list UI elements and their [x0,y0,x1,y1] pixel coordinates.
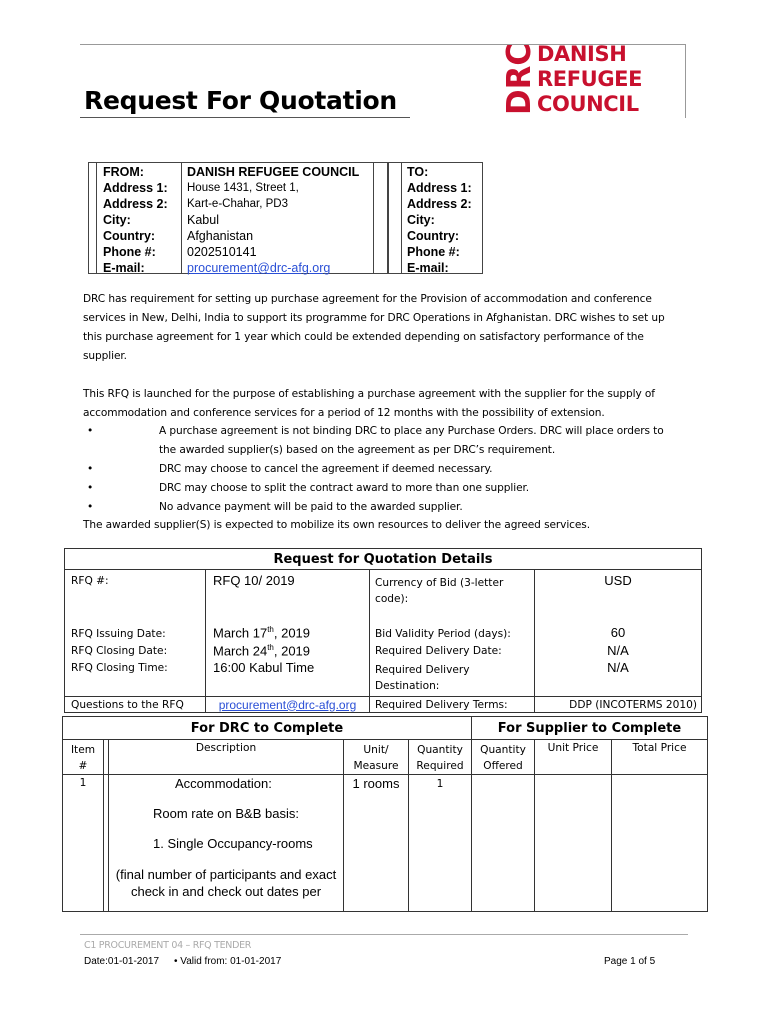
from-labels: FROM: Address 1: Address 2: City: Country: Phone #: E-mail: [103,165,168,275]
logo-line-3: COUNCIL [537,92,639,116]
validity-label: Bid Validity Period (days): [375,628,511,640]
destination-value: N/A [607,660,629,675]
rfq-number-value: RFQ 10/ 2019 [213,573,295,588]
drc-logo [499,37,660,118]
from-org: DANISH REFUGEE COUNCIL [187,165,360,179]
currency-value: USD [604,573,632,588]
logo-initials: DRC [499,37,538,115]
table-row [63,775,708,912]
validity-value: 60 [610,625,626,640]
issuing-date-value: March 17th, 2019 [213,625,311,641]
intro-paragraph-1: DRC has requirement for setting up purchase agreement for the Provision of accommodation and conference services in New, Delhi, India to support its programme for DRC Operations in Afghanistan. DRC wishes to set up this purchase agreement for 1 year which could be extended depending on satisfactory performance of the supplier. [83,293,665,362]
closing-date-value: March 24th, 2019 [213,643,311,659]
row-qty-required: 1 [409,775,472,912]
footer-form-code: C1 PROCUREMENT 04 – RFQ TENDER [84,940,252,951]
terms-label: Required Delivery Terms: [370,697,535,713]
bullet-list [83,422,683,517]
from-address1: House 1431, Street 1, [187,182,299,194]
rfq-right-values-cell [535,570,702,697]
col-unit-header: Unit/ Measure [344,740,409,775]
list-item: • A purchase agreement is not binding DRC to place any Purchase Orders. DRC will place orders to [87,425,664,437]
closing-time-label: RFQ Closing Time: [71,662,168,674]
footer-date: Date:01-01-2017 [84,956,160,967]
rfq-number-label: RFQ #: [71,575,109,587]
items-table [62,716,708,912]
rfq-details-table [64,548,702,713]
list-item-continuation: the awarded supplier(s) based on the agreement as per DRC’s requirement. [159,444,556,456]
col-qty-offered-header: Quantity Offered [472,740,535,775]
col-qty-required-header: Quantity Required [409,740,472,775]
destination-label: Required Delivery Destination: [375,664,470,692]
title-underline [80,117,410,118]
col-total-price-header: Total Price [612,740,708,775]
from-city: Kabul [187,213,219,227]
delivery-date-value: N/A [607,643,629,658]
from-gap-cell [374,162,388,274]
from-phone: 0202510141 [187,245,257,259]
questions-email-link[interactable]: procurement@drc-afg.org [218,697,357,712]
from-address2: Kart-e-Chahar, PD3 [187,198,288,210]
questions-label: Questions to the RFQ [65,697,206,713]
from-country: Afghanistan [187,229,254,243]
row-unit: 1 rooms [344,775,409,912]
supplier-heading: For Supplier to Complete [472,717,708,740]
closing-sentence: The awarded supplier(S) is expected to mobilize its own resources to deliver the agreed services. [83,519,590,531]
currency-label: Currency of Bid (3-letter code): [375,577,504,605]
rfq-values-cell [206,570,370,697]
list-item: • DRC may choose to split the contract award to more than one supplier. [87,482,530,494]
row-item-number: 1 [63,775,104,912]
page-title: Request For Quotation [84,86,397,115]
footer-valid-from: • Valid from: 01-01-2017 [174,956,282,967]
row-qty-offered-input[interactable] [472,775,535,912]
col-item-header: Item # [63,740,104,775]
from-margin-cell [88,162,96,274]
col-description-header: Description [109,740,344,775]
drc-heading: For DRC to Complete [63,717,472,740]
list-item: • No advance payment will be paid to the awarded supplier. [87,501,463,513]
list-item: • DRC may choose to cancel the agreement if deemed necessary. [87,463,493,475]
closing-time-value: 16:00 Kabul Time [213,660,315,675]
col-unit-price-header: Unit Price [535,740,612,775]
terms-value: DDP (INCOTERMS 2010) [535,697,702,713]
intro-paragraph-2: This RFQ is launched for the purpose of establishing a purchase agreement with the supplier for the supply of accommodation and conference services for a period of 12 months with the possibility of extension. [83,388,655,419]
footer-page-number: Page 1 of 5 [604,956,656,967]
to-margin-cell [388,162,402,274]
from-email-link[interactable]: procurement@drc-afg.org [187,261,331,275]
issuing-date-label: RFQ Issuing Date: [71,628,166,640]
row-unit-price-input[interactable] [535,775,612,912]
closing-date-label: RFQ Closing Date: [71,645,168,657]
rfq-labels-cell [65,570,206,697]
rfq-right-labels-cell [370,570,535,697]
to-labels: TO: Address 1: Address 2: City: Country: Phone #: E-mail: [407,165,472,275]
row-description: Accommodation: Room rate on B&B basis: 1. Single Occupancy-rooms (final number of participants and exact check in and check out dates per [109,775,344,912]
drc-initials-mark [499,37,538,118]
rfq-details-heading: Request for Quotation Details [65,549,702,570]
questions-value-cell [206,697,370,713]
delivery-date-label: Required Delivery Date: [375,645,502,657]
logo-line-2: REFUGEE [537,67,643,91]
from-values [187,164,359,276]
row-total-price-input[interactable] [612,775,708,912]
footer-divider [80,934,688,935]
logo-line-1: DANISH [537,42,627,66]
